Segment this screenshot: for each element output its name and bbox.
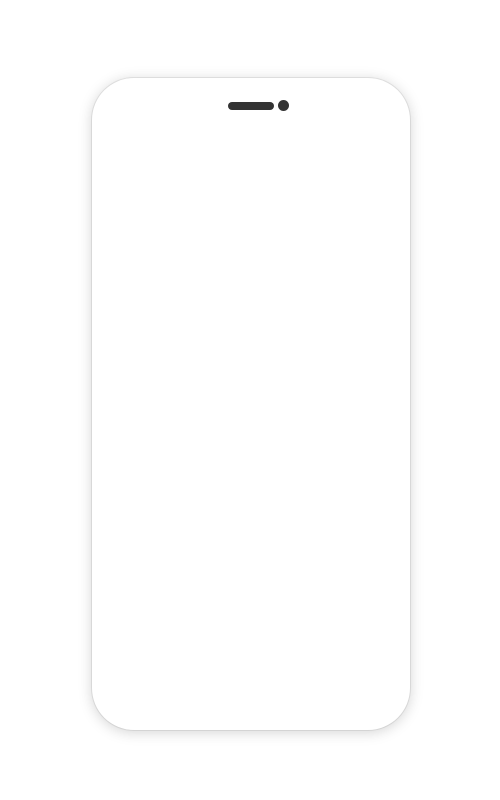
speaker-bar xyxy=(228,102,274,110)
phone-frame xyxy=(92,78,410,730)
benefits-screen[interactable] xyxy=(110,106,392,716)
camera-dot xyxy=(278,100,289,111)
